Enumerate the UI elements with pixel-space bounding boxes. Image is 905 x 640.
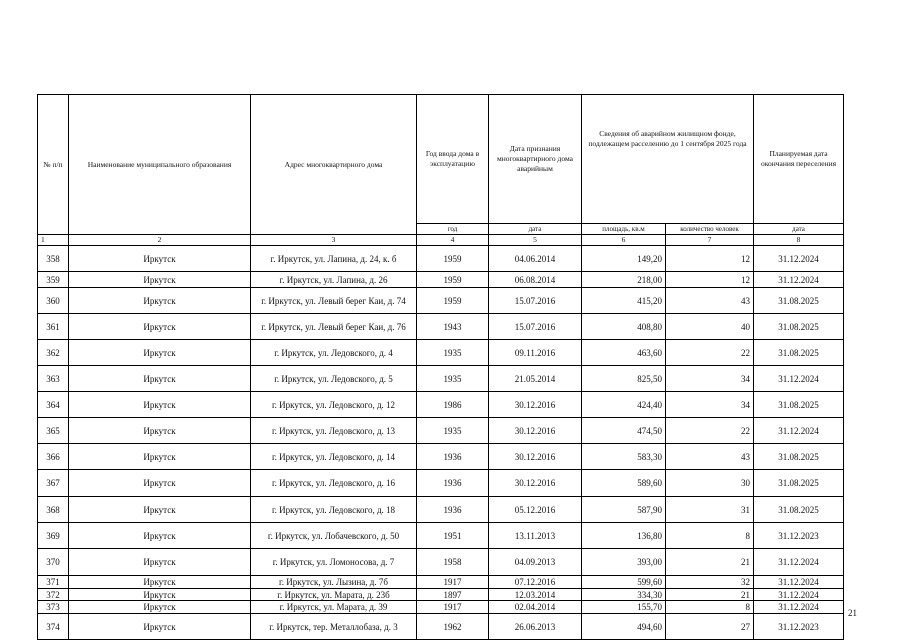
cell-num: 368 [38,497,69,523]
cell-date: 13.11.2013 [489,523,582,549]
cell-area: 463,60 [582,340,666,366]
cell-date: 30.12.2016 [489,392,582,418]
subheader-year: год [417,224,489,235]
cell-year: 1959 [417,288,489,314]
cell-people: 34 [666,366,754,392]
cell-municipality: Иркутск [69,470,251,497]
cell-num: 362 [38,340,69,366]
cell-date: 06.08.2014 [489,272,582,288]
cell-area: 334,30 [582,589,666,601]
column-number: 3 [251,235,417,246]
table-row [38,497,844,523]
table-row [38,418,844,444]
cell-address: г. Иркутск, ул. Марата, д. 39 [251,601,417,614]
column-number: 4 [417,235,489,246]
cell-num: 363 [38,366,69,392]
cell-area: 589,60 [582,470,666,497]
cell-address: г. Иркутск, тер. Металлобаза, д. 3 [251,614,417,640]
cell-municipality: Иркутск [69,272,251,288]
cell-num: 370 [38,549,69,576]
cell-municipality: Иркутск [69,497,251,523]
table-body [38,246,844,640]
header-year: Год ввода дома в эксплуатацию [417,95,489,224]
cell-people: 21 [666,589,754,601]
cell-date: 15.07.2016 [489,314,582,340]
cell-people: 22 [666,340,754,366]
cell-address: г. Иркутск, ул. Ледовского, д. 14 [251,444,417,470]
cell-address: г. Иркутск, ул. Ледовского, д. 13 [251,418,417,444]
cell-area: 415,20 [582,288,666,314]
table-row [38,272,844,288]
cell-planned-date: 31.12.2024 [754,601,844,614]
cell-municipality: Иркутск [69,314,251,340]
cell-year: 1917 [417,601,489,614]
cell-year: 1935 [417,366,489,392]
cell-date: 30.12.2016 [489,418,582,444]
page-number: 21 [848,608,857,618]
header-address: Адрес многоквартирного дома [251,95,417,235]
cell-municipality: Иркутск [69,576,251,589]
cell-people: 12 [666,272,754,288]
cell-people: 43 [666,444,754,470]
cell-municipality: Иркутск [69,601,251,614]
cell-municipality: Иркутск [69,246,251,272]
cell-people: 40 [666,314,754,340]
cell-year: 1962 [417,614,489,640]
table-row [38,576,844,589]
cell-area: 474,50 [582,418,666,444]
cell-planned-date: 31.12.2024 [754,576,844,589]
cell-year: 1917 [417,576,489,589]
cell-date: 02.04.2014 [489,601,582,614]
cell-num: 372 [38,589,69,601]
table-row [38,549,844,576]
cell-people: 31 [666,497,754,523]
cell-people: 21 [666,549,754,576]
cell-planned-date: 31.12.2024 [754,418,844,444]
header-num: № п/п [38,95,69,235]
cell-num: 369 [38,523,69,549]
cell-num: 371 [38,576,69,589]
cell-address: г. Иркутск, ул. Лобачевского, д. 50 [251,523,417,549]
cell-address: г. Иркутск, ул. Ломоносова, д. 7 [251,549,417,576]
cell-people: 32 [666,576,754,589]
cell-date: 12.03.2014 [489,589,582,601]
cell-planned-date: 31.08.2025 [754,470,844,497]
column-number-row [38,235,844,246]
table-row [38,340,844,366]
cell-num: 374 [38,614,69,640]
cell-municipality: Иркутск [69,366,251,392]
cell-year: 1936 [417,444,489,470]
cell-municipality: Иркутск [69,444,251,470]
cell-area: 149,20 [582,246,666,272]
cell-num: 364 [38,392,69,418]
cell-planned-date: 31.08.2025 [754,444,844,470]
cell-num: 365 [38,418,69,444]
cell-date: 09.11.2016 [489,340,582,366]
cell-planned-date: 31.08.2025 [754,497,844,523]
cell-year: 1897 [417,589,489,601]
table-row [38,589,844,601]
cell-date: 15.07.2016 [489,288,582,314]
cell-year: 1936 [417,470,489,497]
cell-date: 05.12.2016 [489,497,582,523]
table-row [38,523,844,549]
cell-planned-date: 31.12.2023 [754,523,844,549]
cell-area: 136,80 [582,523,666,549]
cell-municipality: Иркутск [69,523,251,549]
header-housing-info: Сведения об аварийном жилищном фонде, подлежащем расселению до 1 сентября 2025 года [582,95,754,224]
subheader-people: количество человек [666,224,754,235]
subheader-date: дата [489,224,582,235]
cell-people: 12 [666,246,754,272]
table-row [38,314,844,340]
cell-planned-date: 31.12.2024 [754,366,844,392]
cell-area: 494,60 [582,614,666,640]
cell-municipality: Иркутск [69,614,251,640]
table-row [38,392,844,418]
cell-planned-date: 31.12.2024 [754,272,844,288]
cell-address: г. Иркутск, ул. Марата, д. 23б [251,589,417,601]
cell-planned-date: 31.08.2025 [754,314,844,340]
cell-municipality: Иркутск [69,340,251,366]
cell-date: 04.06.2014 [489,246,582,272]
cell-municipality: Иркутск [69,418,251,444]
cell-num: 367 [38,470,69,497]
cell-planned-date: 31.08.2025 [754,392,844,418]
column-number: 6 [582,235,666,246]
cell-area: 583,30 [582,444,666,470]
column-number: 2 [69,235,251,246]
column-number: 1 [38,235,69,246]
header-municipality: Наименование муниципального образования [69,95,251,235]
cell-num: 361 [38,314,69,340]
cell-address: г. Иркутск, ул. Ледовского, д. 4 [251,340,417,366]
table-row [38,470,844,497]
cell-planned-date: 31.12.2024 [754,246,844,272]
column-number: 5 [489,235,582,246]
cell-area: 393,00 [582,549,666,576]
table-row [38,601,844,614]
cell-area: 599,60 [582,576,666,589]
header-recognition-date: Дата признания многоквартирного дома аварийным [489,95,582,224]
cell-address: г. Иркутск, ул. Левый берег Каи, д. 74 [251,288,417,314]
cell-planned-date: 31.12.2023 [754,614,844,640]
cell-year: 1943 [417,314,489,340]
cell-address: г. Иркутск, ул. Лызина, д. 7б [251,576,417,589]
housing-table [37,94,844,640]
cell-people: 43 [666,288,754,314]
cell-planned-date: 31.12.2024 [754,549,844,576]
cell-year: 1986 [417,392,489,418]
cell-people: 27 [666,614,754,640]
cell-date: 04.09.2013 [489,549,582,576]
cell-municipality: Иркутск [69,392,251,418]
cell-num: 360 [38,288,69,314]
cell-area: 587,90 [582,497,666,523]
cell-municipality: Иркутск [69,549,251,576]
cell-planned-date: 31.08.2025 [754,288,844,314]
cell-address: г. Иркутск, ул. Ледовского, д. 5 [251,366,417,392]
cell-area: 424,40 [582,392,666,418]
cell-num: 373 [38,601,69,614]
cell-year: 1935 [417,340,489,366]
table-row [38,366,844,392]
cell-area: 155,70 [582,601,666,614]
table-row [38,246,844,272]
cell-num: 359 [38,272,69,288]
column-number: 7 [666,235,754,246]
subheader-planned: дата [754,224,844,235]
cell-planned-date: 31.12.2024 [754,589,844,601]
cell-address: г. Иркутск, ул. Ледовского, д. 16 [251,470,417,497]
table-row [38,288,844,314]
cell-address: г. Иркутск, ул. Левый берег Каи, д. 76 [251,314,417,340]
header-planned-date: Планируемая дата окончания переселения [754,95,844,224]
cell-area: 825,50 [582,366,666,392]
cell-year: 1959 [417,246,489,272]
cell-date: 30.12.2016 [489,444,582,470]
subheader-area: площадь, кв.м [582,224,666,235]
cell-year: 1936 [417,497,489,523]
cell-year: 1958 [417,549,489,576]
cell-address: г. Иркутск, ул. Ледовского, д. 18 [251,497,417,523]
cell-area: 218,00 [582,272,666,288]
cell-year: 1959 [417,272,489,288]
cell-people: 22 [666,418,754,444]
cell-people: 30 [666,470,754,497]
cell-num: 366 [38,444,69,470]
cell-municipality: Иркутск [69,288,251,314]
table-row [38,444,844,470]
cell-year: 1935 [417,418,489,444]
cell-people: 8 [666,523,754,549]
cell-date: 26.06.2013 [489,614,582,640]
cell-people: 34 [666,392,754,418]
cell-year: 1951 [417,523,489,549]
column-number: 8 [754,235,844,246]
cell-municipality: Иркутск [69,589,251,601]
cell-date: 07.12.2016 [489,576,582,589]
cell-people: 8 [666,601,754,614]
cell-date: 30.12.2016 [489,470,582,497]
cell-date: 21.05.2014 [489,366,582,392]
cell-address: г. Иркутск, ул. Лапина, д. 26 [251,272,417,288]
cell-address: г. Иркутск, ул. Лапина, д. 24, к. б [251,246,417,272]
cell-num: 358 [38,246,69,272]
cell-area: 408,80 [582,314,666,340]
table-row [38,614,844,640]
cell-planned-date: 31.08.2025 [754,340,844,366]
cell-address: г. Иркутск, ул. Ледовского, д. 12 [251,392,417,418]
